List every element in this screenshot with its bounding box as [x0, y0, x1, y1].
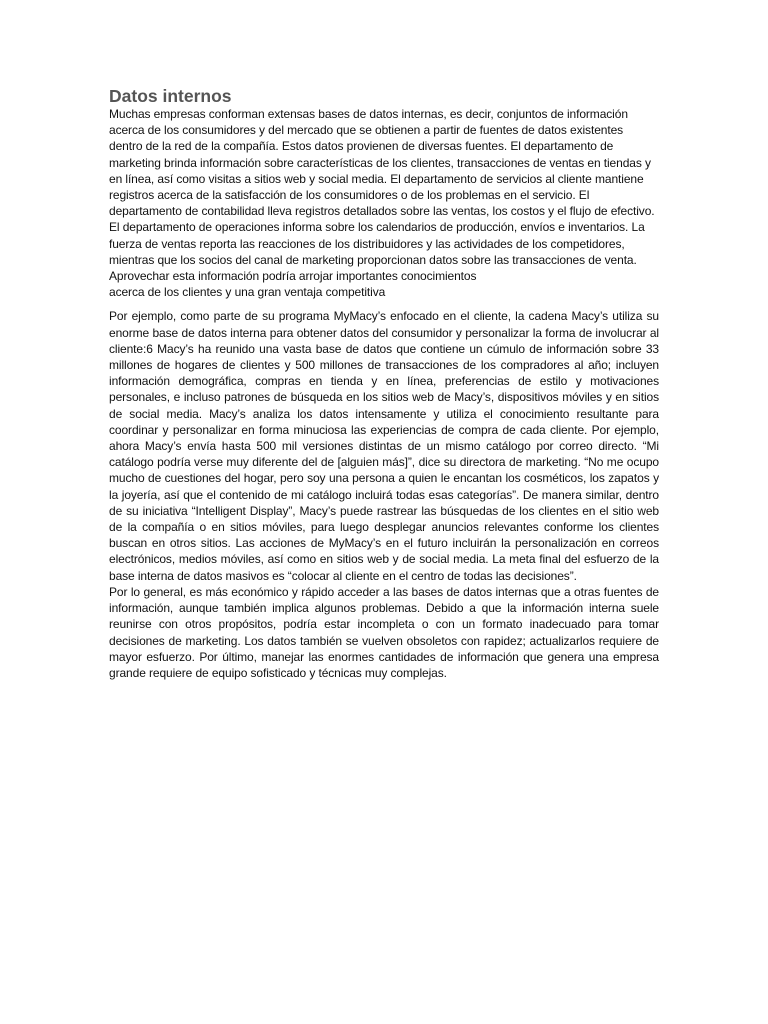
section-heading: Datos internos	[109, 86, 232, 106]
paragraph-macys-example: Por ejemplo, como parte de su programa MyMacy’s enfocado en el cliente, la cadena Macy’s utiliza su enorme base de datos interna para obtener datos del consumidor y personalizar la forma de involucrar al cliente:6 Macy’s ha reunido una vasta base de datos que contiene un cúmulo de información sobre 33 millones de hogares de clientes y 500 millones de transacciones de los compradores al año; incluyen información demográfica, compras en tienda y en línea, preferencias de estilo y motivaciones personales, e incluso patrones de búsqueda en los sitios web de Macy’s, dispositivos móviles y en sitios de social media. Macy’s analiza los datos intensamente y utiliza el conocimiento resultante para coordinar y personalizar en forma minuciosa las experiencias de compra de cada cliente. Por ejemplo, ahora Macy’s envía hasta 500 mil versiones distintas de un mismo catálogo por correo directo. “Mi catálogo podría verse muy diferente del de [alguien más]”, dice su directora de marketing. “No me ocupo mucho de cuestiones del hogar, pero soy una persona a quien le encantan los cosméticos, los zapatos y la joyería, así que el contenido de mi catálogo incluirá todas esas categorías”. De manera similar, dentro de su iniciativa “Intelligent Display”, Macy’s puede rastrear las búsquedas de los clientes en el sitio web de la compañía o en sitios móviles, para luego desplegar anuncios relevantes conforme los clientes buscan en otros sitios. Las acciones de MyMacy’s en el futuro incluirán la personalización en correos electrónicos, medios móviles, así como en sitios web y de social media. La meta final del esfuerzo de la base interna de datos masivos es “colocar al cliente en el centro de todas las decisiones”.	[109, 309, 659, 583]
paragraph-1-tail: acerca de los clientes y una gran ventaja competitiva	[109, 285, 386, 300]
document-page	[109, 86, 659, 681]
paragraph-1-text: Muchas empresas conforman extensas bases de datos internas, es decir, conjuntos de información acerca de los consumidores y del mercado que se obtienen a partir de fuentes de datos existentes dentro de la red de la compañía. Estos datos provienen de diversas fuentes. El departamento de marketing brinda información sobre características de los clientes, transacciones de ventas en tiendas y en línea, así como visitas a sitios web y social media. El departamento de servicios al cliente mantiene registros acerca de la satisfacción de los consumidores o de los problemas en el servicio. El departamento de contabilidad lleva registros detallados sobre las ventas, los costos y el flujo de efectivo. El departamento de operaciones informa sobre los calendarios de producción, envíos e inventarios. La fuerza de ventas reporta las reacciones de los distribuidores y las actividades de los competidores, mientras que los socios del canal de marketing proporcionan datos sobre las transacciones de venta. Aprovechar esta información podría arrojar importantes conocimientos	[109, 107, 655, 284]
paragraph-internal-databases	[109, 106, 659, 300]
paragraph-costs-and-problems: Por lo general, es más económico y rápido acceder a las bases de datos internas que a otras fuentes de información, aunque también implica algunos problemas. Debido a que la información interna suele reunirse con otros propósitos, podría estar incompleta o con un formato inadecuado para tomar decisiones de marketing. Los datos también se vuelven obsoletos con rapidez; actualizarlos requiere de mayor esfuerzo. Por último, manejar las enormes cantidades de información que genera una empresa grande requiere de equipo sofisticado y técnicas muy complejas.	[109, 584, 659, 680]
